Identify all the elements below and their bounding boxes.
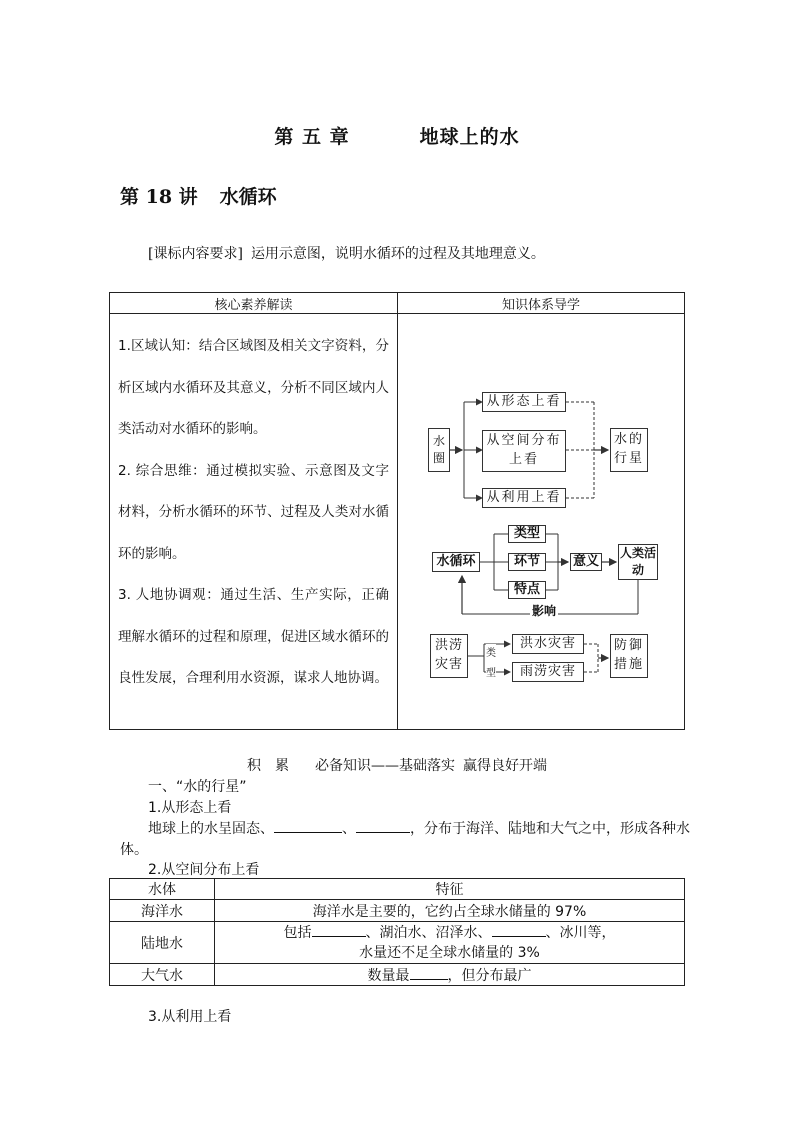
lesson-heading <box>120 182 277 209</box>
col-header-core: 核心素养解读 <box>110 293 398 314</box>
flood-box: 洪水灾害 <box>512 634 584 654</box>
lesson-title: 水循环 <box>219 186 277 208</box>
knowledge-diagram-cell <box>398 314 685 730</box>
process-box: 环节 <box>508 553 546 571</box>
core-item-2: 2. 综合思维：通过模拟实验、示意图及文字材料，分析水循环的环节、过程及人类对水循环的影响。 <box>118 462 389 562</box>
type-label: 类型 <box>486 644 496 684</box>
blank-5[interactable] <box>410 965 448 980</box>
lesson-number: 第 18 讲 <box>120 186 198 208</box>
blank-4[interactable] <box>492 922 546 937</box>
effect-label: 影响 <box>532 604 557 618</box>
form-paragraph-line2: 体。 <box>120 842 148 858</box>
land-water-name: 陆地水 <box>110 922 215 964</box>
atmospheric-water-feature: 数量最 ，但分布最广 <box>215 964 685 986</box>
spatial-distribution-box: 从空间分布上看 <box>482 430 566 472</box>
ocean-water-name: 海洋水 <box>110 900 215 922</box>
requirement-text: 运用示意图，说明水循环的过程及其地理意义。 <box>250 246 545 262</box>
table-row <box>110 922 685 964</box>
literacy-knowledge-table <box>109 292 685 730</box>
table-row <box>110 900 685 922</box>
ocean-water-feature: 海洋水是主要的，它约占全球水储量的 97% <box>215 900 685 922</box>
chapter-number: 第 五 章 <box>274 126 350 148</box>
chapter-heading <box>0 122 794 149</box>
core-literacy-cell <box>110 314 398 730</box>
heading-water-planet: 一、“水的行星” <box>148 779 247 795</box>
header-feature: 特征 <box>215 879 685 900</box>
land-water-feature: 包括 、湖泊水、沼泽水、 、冰川等， 水量还不足全球水储量的 3% <box>215 922 685 964</box>
form-text-a: 地球上的水呈固态、 <box>148 821 274 837</box>
subheading-form: 1.从形态上看 <box>148 800 232 816</box>
requirement-label: [课标内容要求] <box>148 246 243 262</box>
section-title-3: 赢得良好开端 <box>463 758 547 774</box>
feature-box: 特点 <box>508 581 546 599</box>
form-view-box: 从形态上看 <box>482 392 566 412</box>
section-title-2: 必备知识——基础落实 <box>315 758 455 774</box>
section-title <box>0 755 794 775</box>
atmospheric-water-name: 大气水 <box>110 964 215 986</box>
header-water-body: 水体 <box>110 879 215 900</box>
col-header-knowledge: 知识体系导学 <box>398 293 685 314</box>
subheading-utilization: 3.从利用上看 <box>148 1009 232 1025</box>
blank-2[interactable] <box>356 818 410 833</box>
form-text-c: ，分布于海洋、陆地和大气之中，形成各种水 <box>410 821 690 837</box>
water-cycle-box: 水循环 <box>432 552 480 572</box>
chapter-title: 地球上的水 <box>419 126 520 148</box>
defense-measures-box: 防御措施 <box>610 634 648 678</box>
table-row <box>110 964 685 986</box>
blank-3[interactable] <box>312 922 366 937</box>
section-title-1: 积 累 <box>247 758 289 774</box>
core-item-1: 1.区域认知：结合区域图及相关文字资料，分析区域内水循环及其意义，分析不同区域内人类活动对水循环的影响。 <box>118 338 389 437</box>
utilization-view-box: 从利用上看 <box>482 488 566 508</box>
water-body-feature-table <box>109 878 685 986</box>
form-paragraph-line1 <box>148 818 690 838</box>
water-planet-box: 水的行星 <box>610 428 648 472</box>
hydrosphere-box: 水圈 <box>428 428 450 472</box>
type-box: 类型 <box>508 525 546 543</box>
significance-box: 意义 <box>570 553 602 571</box>
core-item-3: 3. 人地协调观：通过生活、生产实际，正确理解水循环的过程和原理，促进区域水循环的良性发展，合理利用水资源，谋求人地协调。 <box>118 587 389 686</box>
curriculum-requirement <box>148 243 545 263</box>
waterlogging-box: 雨涝灾害 <box>512 662 584 682</box>
flood-disaster-box: 洪涝灾害 <box>430 634 468 678</box>
blank-1[interactable] <box>274 818 342 833</box>
form-text-b: 、 <box>342 821 356 837</box>
knowledge-diagram <box>398 314 684 729</box>
human-activity-box: 人类活动 <box>618 544 658 580</box>
subheading-spatial: 2.从空间分布上看 <box>148 862 260 878</box>
